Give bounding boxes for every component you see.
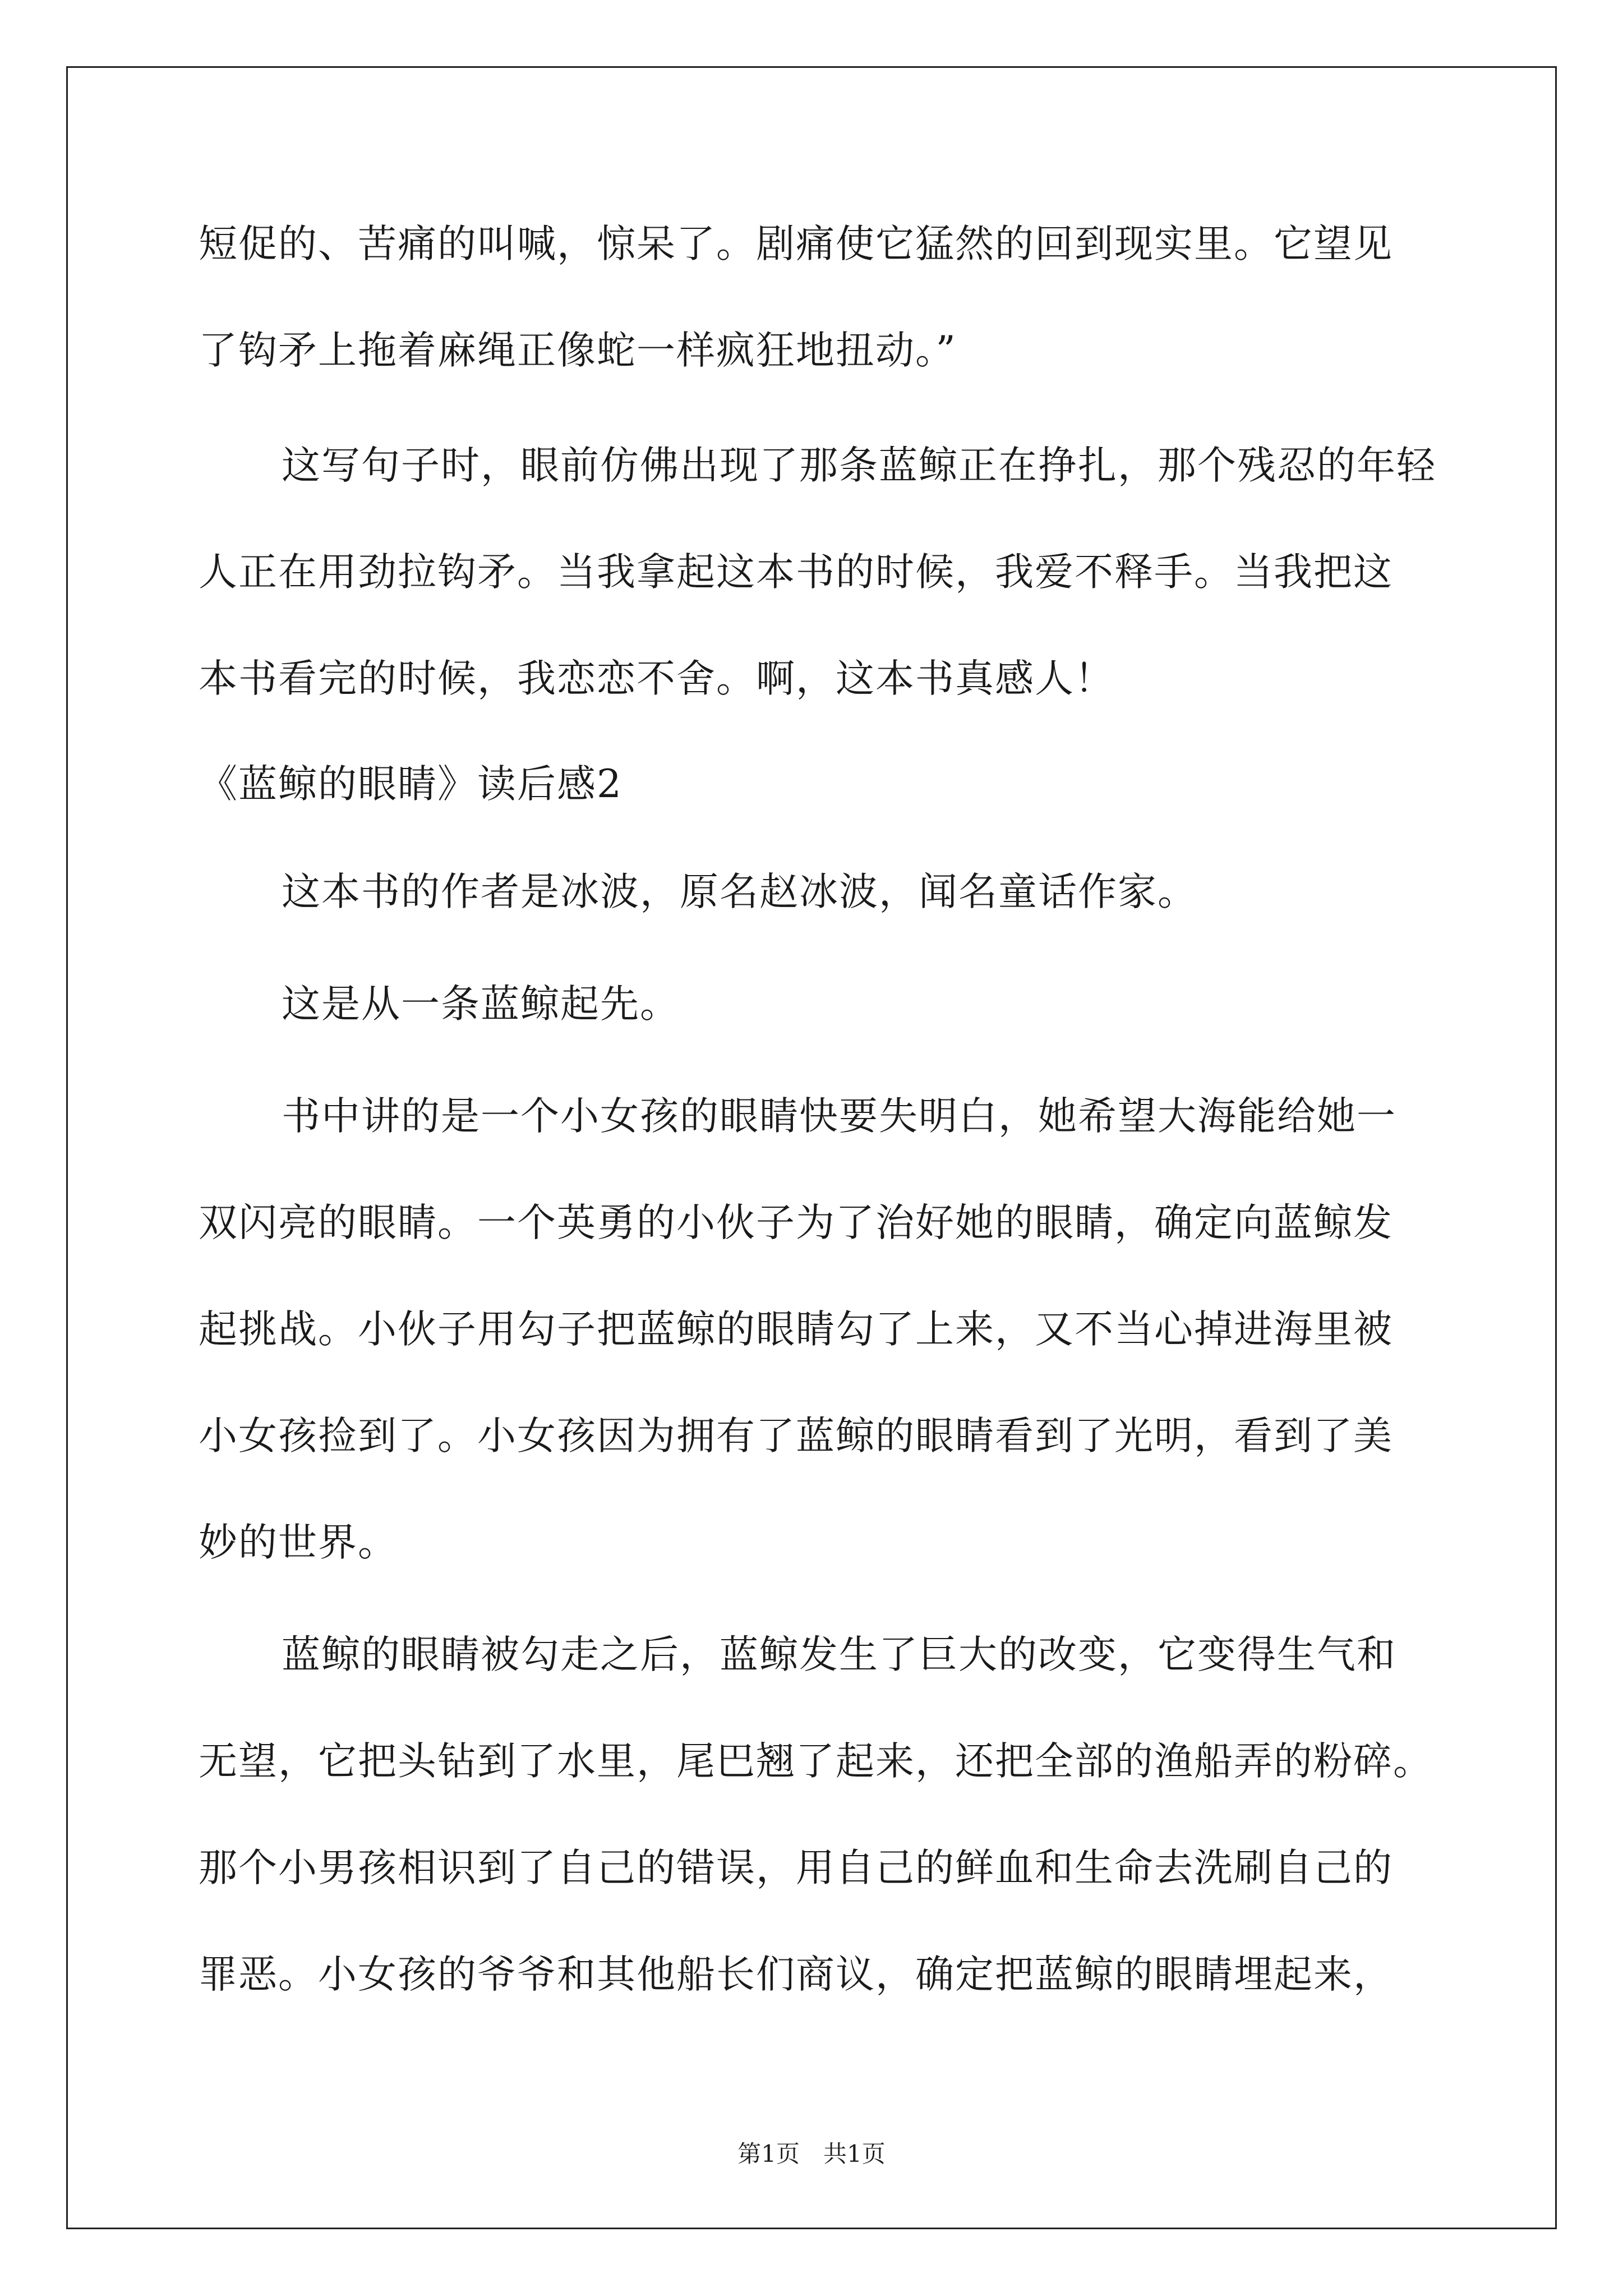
text-line: 短促的、苦痛的叫喊，惊呆了。剧痛使它猛然的回到现实里。它望见 [199, 222, 1393, 266]
text-line: 人正在用劲拉钩矛。当我拿起这本书的时候，我爱不释手。当我把这 [199, 550, 1393, 595]
text-line: 罪恶。小女孩的爷爷和其他船长们商议，确定把蓝鲸的眼睛埋起来， [199, 1952, 1393, 1997]
section-heading: 《蓝鲸的眼睛》读后感2 [199, 762, 623, 807]
paragraph-first-line: 蓝鲸的眼睛被勾走之后，蓝鲸发生了巨大的改变，它变得生气和 [282, 1632, 1396, 1677]
text-line: 了钩矛上拖着麻绳正像蛇一样疯狂地扭动。” [199, 328, 957, 373]
paragraph-first-line: 这是从一条蓝鲸起先。 [282, 982, 680, 1027]
page-number-footer: 第1页 共1页 [737, 2140, 886, 2168]
text-line: 起挑战。小伙子用勾子把蓝鲸的眼睛勾了上来，又不当心掉进海里被 [199, 1307, 1393, 1352]
text-line: 妙的世界。 [199, 1520, 398, 1565]
text-line: 本书看完的时候，我恋恋不舍。啊，这本书真感人！ [199, 656, 1114, 701]
text-line: 双闪亮的眼睛。一个英勇的小伙子为了治好她的眼睛，确定向蓝鲸发 [199, 1200, 1393, 1245]
text-line: 那个小男孩相识到了自己的错误，用自己的鲜血和生命去洗刷自己的 [199, 1846, 1393, 1890]
paragraph-first-line: 书中讲的是一个小女孩的眼睛快要失明白，她希望大海能给她一 [282, 1094, 1396, 1139]
text-line: 无望，它把头钻到了水里，尾巴翘了起来，还把全部的渔船弄的粉碎。 [199, 1739, 1433, 1784]
page-border [66, 66, 1557, 2229]
paragraph-first-line: 这写句子时，眼前仿佛出现了那条蓝鲸正在挣扎，那个残忍的年轻 [282, 443, 1436, 488]
text-line: 小女孩捡到了。小女孩因为拥有了蓝鲸的眼睛看到了光明，看到了美 [199, 1414, 1393, 1458]
paragraph-first-line: 这本书的作者是冰波，原名赵冰波，闻名童话作家。 [282, 869, 1197, 914]
